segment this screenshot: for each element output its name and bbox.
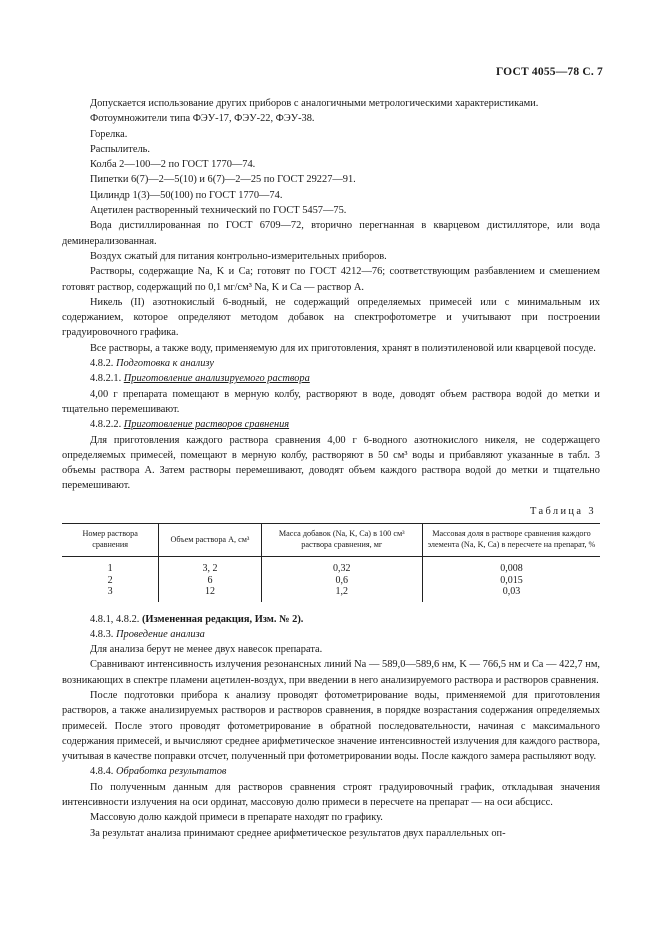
document-body (62, 96, 600, 841)
table-row: 2 6 0,6 0,015 (62, 575, 600, 587)
paragraph: Сравнивают интенсивность излучения резонансных линий Na — 589,0—589,6 нм, K — 766,5 нм и Ca — 422,7 нм, возникающих в спектре пламени ацетилен-воздух, при введении в него анализируемого раствора и растворов сравнения. (62, 659, 600, 686)
paragraph: Колба 2—100—2 по ГОСТ 1770—74. (90, 159, 256, 171)
paragraph: Распылитель. (90, 143, 150, 155)
table-row: 1 3, 2 0,32 0,008 (62, 557, 600, 575)
column-header: Объем раствора А, см³ (159, 524, 261, 557)
page-header: ГОСТ 4055—78 С. 7 (495, 66, 603, 78)
section-heading: 4.8.3. Проведение анализа (90, 628, 205, 640)
column-header: Массовая доля в растворе сравнения каждого элемента (Na, K, Ca) в пересчете на препарат, % (422, 524, 600, 557)
paragraph: Цилиндр 1(3)—50(100) по ГОСТ 1770—74. (90, 189, 283, 201)
paragraph: Ацетилен растворенный технический по ГОСТ 5457—75. (90, 205, 347, 217)
paragraph: Массовую долю каждой примеси в препарате находят по графику. (90, 812, 383, 824)
paragraph: Никель (II) азотнокислый 6-водный, не содержащий определяемых примесей или с минимальным их содержанием, которое определяют методом добавок на спектрофотометре и учитывают при построении градуировочного графика. (62, 296, 600, 339)
section-heading: 4.8.2.2. Приготовление растворов сравнения (90, 419, 290, 431)
paragraph: Пипетки 6(7)—2—5(10) и 6(7)—2—25 по ГОСТ 29227—91. (90, 174, 356, 186)
paragraph: Воздух сжатый для питания контрольно-измерительных приборов. (90, 250, 387, 262)
section-heading: 4.8.2. Подготовка к анализу (90, 358, 214, 370)
paragraph: Все растворы, а также воду, применяемую для их приготовления, хранят в полиэтиленовой или кварцевой посуде. (90, 342, 596, 354)
section-heading: 4.8.4. Обработка результатов (90, 766, 227, 778)
table-caption: Таблица 3 (529, 505, 596, 517)
paragraph: Допускается использование других приборов с аналогичными метрологическими характеристиками. (90, 98, 539, 109)
paragraph: Горелка. (90, 128, 128, 140)
paragraph: За результат анализа принимают среднее арифметическое результатов двух параллельных оп- (90, 827, 506, 839)
column-header: Номер раствора сравнения (62, 524, 159, 557)
paragraph: Растворы, содержащие Na, K и Ca; готовят по ГОСТ 4212—76; соответствующим разбавлением и смешением готовят раствор, содержащий по 0,1 мг/см³ Na, K и Ca — раствор А. (62, 266, 600, 293)
paragraph: После подготовки прибора к анализу проводят фотометрирование воды, применяемой для приготовления растворов, а также анализируемых растворов и растворов сравнения, в порядке возрастания содержания определяемых примесей. После этого проводят фотометрирование в обратной последовательности, начиная с максимального содержания примесей, и вычисляют среднее арифметическое значение интенсивностей излучения для каждого раствора, учитывая в качестве поправки отсчет, полученный при фотометрировании воды. После каждого замера распыляют воду. (62, 690, 600, 763)
paragraph: 4,00 г препарата помещают в мерную колбу, растворяют в воде, доводят объем раствора водой до метки и тщательно перемешивают. (62, 388, 600, 415)
section-heading: 4.8.2.1. Приготовление анализируемого раствора (90, 373, 310, 385)
table-3 (62, 523, 600, 602)
paragraph: Для приготовления каждого раствора сравнения 4,00 г 6-водного азотнокислого никеля, не содержащего определяемых примесей, помещают в мерную колбу, растворяют в 50 см³ воды и прибавляют указанные в табл. 3 объемы раствора А. Затем растворы перемешивают, доводят объем каждого раствора водой до метки и тщательно перемешивают. (62, 434, 600, 492)
paragraph: По полученным данным для растворов сравнения строят градуировочный график, откладывая значения интенсивности излучения на оси ординат, массовую долю примеси в пересчете на препарат — на оси абсцисс. (62, 781, 600, 809)
paragraph: Для анализа берут не менее двух навесок препарата. (90, 644, 323, 656)
paragraph: Фотоумножители типа ФЭУ-17, ФЭУ-22, ФЭУ-38. (90, 113, 315, 125)
paragraph: Вода дистиллированная по ГОСТ 6709—72, вторично перегнанная в кварцевом дистилляторе, или вода деминерализованная. (62, 220, 600, 247)
table-row: 3 12 1,2 0,03 (62, 586, 600, 602)
edit-note: 4.8.1, 4.8.2. (Измененная редакция, Изм. № 2). (90, 613, 304, 625)
column-header: Масса добавок (Na, K, Ca) в 100 см³ раствора сравнения, мг (261, 524, 422, 557)
